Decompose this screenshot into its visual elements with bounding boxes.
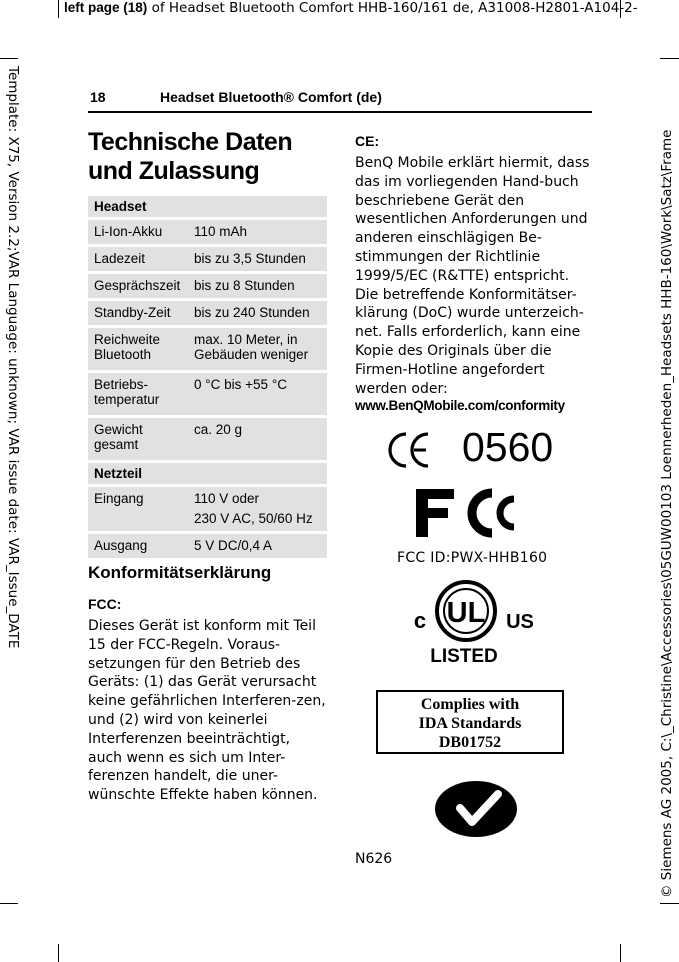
ida-line-1: Complies with (420, 696, 520, 713)
section-headset: Headset (88, 196, 327, 217)
table-row: Gewicht gesamt ca. 20 g (88, 418, 327, 460)
table-row: Ladezeit bis zu 3,5 Stunden (88, 247, 327, 271)
table-row: Standby-Zeit bis zu 240 Stunden (88, 301, 327, 325)
crop-mark-tl-v (58, 0, 59, 18)
print-info-line: left page (18) of Headset Bluetooth Comfort HHB-160/161 de, A31008-H2801-A104-2- (64, 0, 638, 16)
conformity-link[interactable]: www.BenQMobile.com/conformity (355, 398, 565, 413)
ce-paragraph: BenQ Mobile erklärt hiermit, dass das im vorliegenden Hand-buch beschriebene Gerät den wesentlichen Anforderungen und anderen einschlägigen Be-stimmungen der Richtlinie 1999/5/EC (R&TTE) entspricht. Die betreffende Konformitätser-klärung (DoC) wurde unterzeich-net. Falls erforderlich, kann eine Kopie des Originals über die Firmen-Hotline angefordert werden oder: (355, 155, 590, 397)
ul-listed: LISTED (430, 646, 498, 666)
template-info-side: Template: X75, Version 2.2;VAR Language: unknown; VAR issue date: VAR_Issue_DATE (5, 66, 21, 649)
ce-label: CE: (355, 133, 380, 149)
crop-mark-tl-h (0, 58, 18, 59)
crop-mark-br-h (660, 903, 679, 904)
crop-mark-tr-h (660, 58, 679, 59)
table-row: Gesprächszeit bis zu 8 Stunden (88, 274, 327, 298)
crop-mark-br-v (620, 944, 621, 962)
fcc-paragraph: Dieses Gerät ist konform mit Teil 15 der FCC-Regeln. Voraus-setzungen für den Betrieb des Geräts: (1) das Gerät verursacht keine gefährlichen Interferen-zen, und (2) wird von keinerlei Interferenzen beeinträchtigt, auch wenn es sich um Inter-ferenzen handelt, die uner-wünschte Effekte haben können. (88, 618, 326, 804)
c-tick-mark-icon (434, 780, 518, 838)
ida-line-3: DB01752 (438, 734, 502, 751)
ul-us: US (506, 611, 534, 633)
page-number: 18 (90, 89, 106, 105)
section-netzteil: Netzteil (88, 463, 327, 484)
crop-mark-bl-h (0, 903, 18, 904)
copyright-path-side: © Siemens AG 2005, C:\_Christine\Accessories\05GUW00103 Loennerheden_Headsets HHB-160\Work\Satz\Frame (659, 129, 675, 898)
model-code: N626 (355, 851, 393, 867)
ul-c: c (413, 608, 427, 633)
fcc-id: FCC ID:PWX-HHB160 (397, 550, 548, 566)
table-row: Betriebs-temperatur 0 °C bis +55 °C (88, 373, 327, 415)
ida-line-2: IDA Standards (418, 715, 522, 732)
notified-body-number: 0560 (462, 424, 554, 470)
table-row: Li-Ion-Akku 110 mAh (88, 220, 327, 244)
fcc-label: FCC: (88, 596, 122, 612)
page-title: Technische Daten und Zulassung (88, 128, 293, 185)
ul-mark: UL (446, 597, 486, 629)
running-head: Headset Bluetooth® Comfort (de) (160, 89, 382, 105)
spec-table (88, 193, 327, 561)
table-row: Reichweite Bluetooth max. 10 Meter, in Gebäuden weniger (88, 328, 327, 370)
ul-listed-logo-icon (408, 578, 536, 666)
table-row: Ausgang 5 V DC/0,4 A (88, 534, 327, 558)
fcc-logo-icon (414, 487, 520, 539)
header-rule (88, 111, 592, 113)
ida-compliance-box (376, 690, 564, 754)
crop-mark-bl-v (58, 944, 59, 962)
section-heading-konformitaet: Konformitätserklärung (88, 563, 272, 582)
table-row: Eingang 110 V oder 230 V AC, 50/60 Hz (88, 487, 327, 531)
